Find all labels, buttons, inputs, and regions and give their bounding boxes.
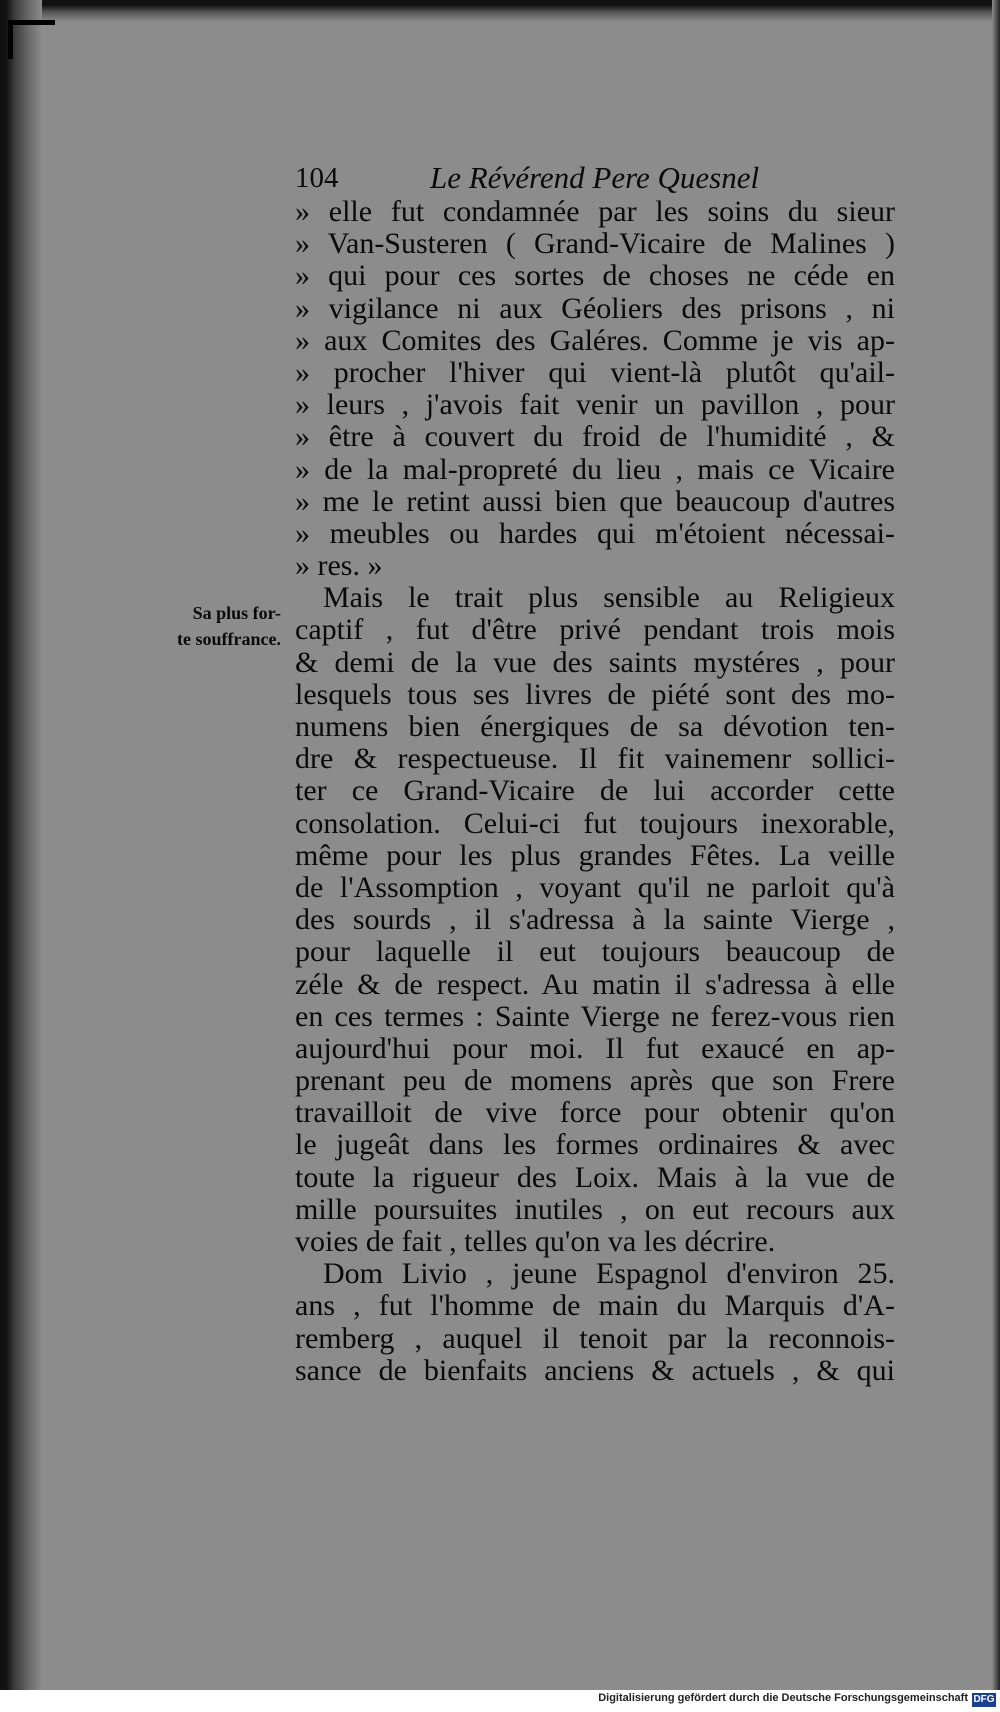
page-left-shadow [0, 0, 42, 1690]
text-line: même pour les plus grandes Fêtes. La veille [295, 838, 895, 872]
text-line: remberg , auquel il tenoit par la reconnois- [295, 1321, 895, 1355]
page-top-shadow [0, 0, 1000, 22]
paragraph-start-line: Dom Livio , jeune Espagnol d'environ 25. [323, 1257, 895, 1291]
corner-crop-mark [8, 20, 55, 59]
text-line: numens bien énergiques de sa dévotion ten- [295, 710, 895, 743]
text-line: le jugeât dans les formes ordinaires & avec [295, 1128, 895, 1162]
body-lines [295, 196, 895, 1387]
text-line: ans , fut l'homme de main du Marquis d'A- [295, 1289, 895, 1323]
text-line: » leurs , j'avois fait venir un pavillon , pour [295, 388, 895, 422]
text-line: & demi de la vue des saints mystéres , pour [295, 645, 895, 679]
digitization-footer [0, 1690, 1000, 1712]
margin-note [126, 600, 281, 652]
text-line: mille poursuites inutiles , on eut recours aux [295, 1192, 895, 1226]
text-line: toute la rigueur des Loix. Mais à la vue de [295, 1160, 895, 1194]
text-line: » procher l'hiver qui vient-là plutôt qu'ail- [295, 355, 895, 389]
margin-note-line-1: Sa plus for- [192, 603, 281, 623]
text-line: » aux Comites des Galéres. Comme je vis ap- [295, 323, 895, 357]
text-line: » elle fut condamnée par les soins du sieur [295, 195, 895, 228]
text-line: » meubles ou hardes qui m'étoient nécessai- [295, 516, 895, 550]
main-text-block [295, 160, 895, 1387]
text-line: dre & respectueuse. Il fit vainemenr sollici- [295, 742, 895, 776]
text-line: » de la mal-propreté du lieu , mais ce Vicaire [295, 452, 895, 486]
text-line: prenant peu de momens après que son Frere [295, 1064, 895, 1098]
text-line: » vigilance ni aux Géoliers des prisons , ni [295, 291, 895, 325]
text-line: » res. » [295, 549, 383, 583]
page-number: 104 [295, 162, 339, 194]
paragraph-start-line: Mais le trait plus sensible au Religieux [323, 581, 895, 615]
footer-credit: Digitalisierung gefördert durch die Deutsche Forschungsgemeinschaft [598, 1692, 968, 1704]
page-right-shadow [992, 0, 1000, 1690]
running-head [295, 160, 895, 196]
text-line: lesquels tous ses livres de piété sont des mo- [295, 677, 895, 711]
text-line: sance de bienfaits anciens & actuels , & qui [295, 1353, 895, 1387]
running-title: Le Révérend Pere Quesnel [430, 160, 760, 195]
text-line: de l'Assomption , voyant qu'il ne parloit qu'à [295, 870, 895, 904]
text-line: » qui pour ces sortes de choses ne céde en [295, 259, 895, 293]
text-line: en ces termes : Sainte Vierge ne ferez-vous rien [295, 999, 895, 1033]
dfg-logo: DFG [973, 1694, 995, 1705]
text-line: travailloit de vive force pour obtenir qu'on [295, 1096, 895, 1130]
text-line: zéle & de respect. Au matin il s'adressa à elle [295, 967, 895, 1001]
text-line: » être à couvert du froid de l'humidité , & [295, 420, 895, 454]
text-line: ter ce Grand-Vicaire de lui accorder cette [295, 774, 895, 808]
text-line: aujourd'hui pour moi. Il fut exaucé en ap- [295, 1031, 895, 1065]
text-line: voies de fait , telles qu'on va les décrire. [295, 1225, 776, 1258]
text-line: consolation. Celui-ci fut toujours inexorable, [295, 806, 895, 840]
text-line: » Van-Susteren ( Grand-Vicaire de Malines ) [295, 227, 895, 261]
text-line: des sourds , il s'adressa à la sainte Vierge , [295, 903, 895, 937]
text-line: pour laquelle il eut toujours beaucoup de [295, 935, 895, 969]
margin-note-line-2: te souffrance. [177, 629, 281, 649]
text-line: » me le retint aussi bien que beaucoup d'autres [295, 484, 895, 518]
text-line: captif , fut d'être privé pendant trois mois [295, 613, 895, 647]
